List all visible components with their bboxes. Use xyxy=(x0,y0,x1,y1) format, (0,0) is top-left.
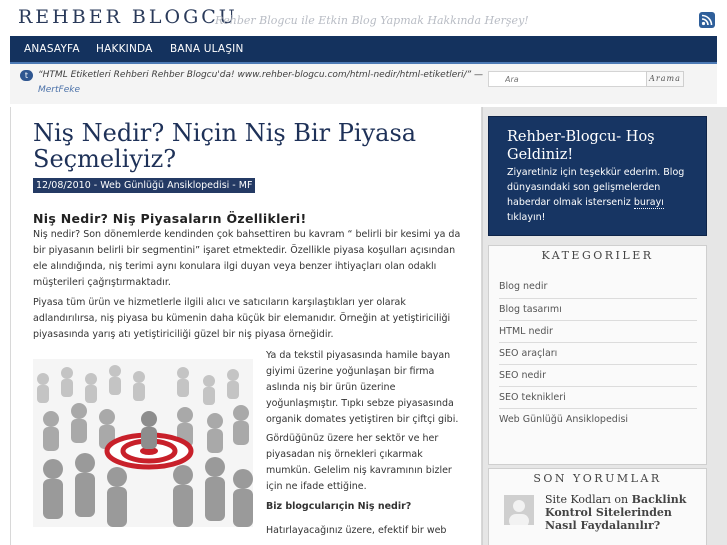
quote-bar xyxy=(10,64,717,104)
site-tagline: Rehber Blogcu ile Etkin Blog Yapmak Hakkında Herşey! xyxy=(215,14,529,27)
post-question-heading: Biz blogcularıçin Niş nedir? xyxy=(266,501,412,512)
post-subheading: Niş Nedir? Niş Piyasaların Özellikleri! xyxy=(33,211,307,226)
comment-author[interactable]: Site Kodları xyxy=(545,493,611,506)
category-item[interactable]: HTML nedir xyxy=(499,320,697,343)
site-title[interactable]: REHBER BLOGCU xyxy=(18,6,238,28)
category-item[interactable]: SEO araçları xyxy=(499,342,697,365)
main-nav xyxy=(10,36,717,64)
avatar xyxy=(504,495,534,525)
rss-icon[interactable] xyxy=(699,12,715,28)
welcome-link[interactable]: burayı xyxy=(633,197,664,208)
post-title[interactable]: Niş Nedir? Niçin Niş Bir Piyasa Seçmeliyiz? xyxy=(33,119,417,173)
nav-item-hakkinda[interactable]: HAKKINDA xyxy=(96,43,153,55)
category-item[interactable]: SEO teknikleri xyxy=(499,386,697,409)
category-item[interactable]: SEO nedir xyxy=(499,364,697,387)
recent-comment: Site Kodları on Backlink Kontrol Sitelerinden Nasıl Faydalanılır? xyxy=(545,493,687,532)
categories-widget xyxy=(488,245,707,465)
welcome-title: Rehber-Blogcu- Hoş Geldiniz! xyxy=(507,129,655,163)
category-item[interactable]: Blog tasarımı xyxy=(499,298,697,321)
category-item[interactable]: Web Günlüğü Ansiklopedisi xyxy=(499,408,697,431)
categories-title: KATEGORILER xyxy=(541,249,654,262)
twitter-bubble-icon: t xyxy=(20,70,33,81)
post-paragraph: Gördüğünüz üzere her sektör ve her piyasadan niş örnekleri çıkarmak mumkün. Gelelim niş kavramının bizler için ne ifade ettiğine. xyxy=(266,433,452,492)
welcome-widget xyxy=(488,116,707,236)
niche-market-illustration xyxy=(33,359,253,527)
site-header xyxy=(0,0,727,36)
nav-item-anasayfa[interactable]: ANASAYFA xyxy=(24,43,80,55)
comment-post-link[interactable]: Backlink Kontrol Sitelerinden Nasıl Faydalanılır? xyxy=(545,493,687,532)
post-paragraph: Piyasa tüm ürün ve hizmetlerle ilgili alıcı ve satıcıların karşılaştıkları yer olarak adlandırılırsa, niş piyasa bu kümenin daha küçük bir elemanıdır. Örneğin at yetiştiriciliği piyasasında yarış atı yetiştiriciliği güzel bir niş piyasa örneğidir. xyxy=(33,297,451,340)
search-input[interactable] xyxy=(488,71,654,87)
search-button[interactable]: Arama xyxy=(646,71,684,87)
tweet-author[interactable]: MertFeke xyxy=(38,85,80,95)
post-meta: 12/08/2010 - Web Günlüğü Ansiklopedisi - MF xyxy=(33,178,255,193)
category-item[interactable]: Blog nedir xyxy=(499,281,548,292)
post-paragraph: Ya da tekstil piyasasında hamile bayan giyimi üzerine yoğunlaşan bir firma aslında niş bir ürün üzerine yoğunlaşmıştır. Tıpkı sebze piyasasında organik domates yetiştiren bir çiftçi gibi. xyxy=(266,350,459,425)
nav-item-bana-ulasin[interactable]: BANA ULAŞIN xyxy=(170,43,244,55)
recent-comments-widget xyxy=(488,468,707,545)
post-paragraph: Niş nedir? Son dönemlerde kendinden çok bahsettiren bu kavram “ belirli bir kesimi ya da bir piyasanın belirli bir segmentini” işaret etmektedir. Özellikle piyasa koşulları açısından ele alındığında, niş terimi aynı konulara ilgi duyan veya benzer ihtiyaçları olan odaklı müşterileri çağrıştırmaktadır. xyxy=(33,229,461,288)
welcome-text: Ziyaretiniz için teşekkür ederim. Blog dünyasındaki son gelişmelerden haberdar olmak isterseniz burayı tıklayın! xyxy=(507,167,685,223)
recent-comments-title: SON YORUMLAR xyxy=(533,472,662,485)
latest-tweet[interactable]: “HTML Etiketleri Rehberi Rehber Blogcu'da! www.rehber-blogcu.com/html-nedir/html-etiketleri/” — xyxy=(38,70,484,80)
post-paragraph: Hatırlayacağınız üzere, efektif bir web xyxy=(266,525,447,536)
